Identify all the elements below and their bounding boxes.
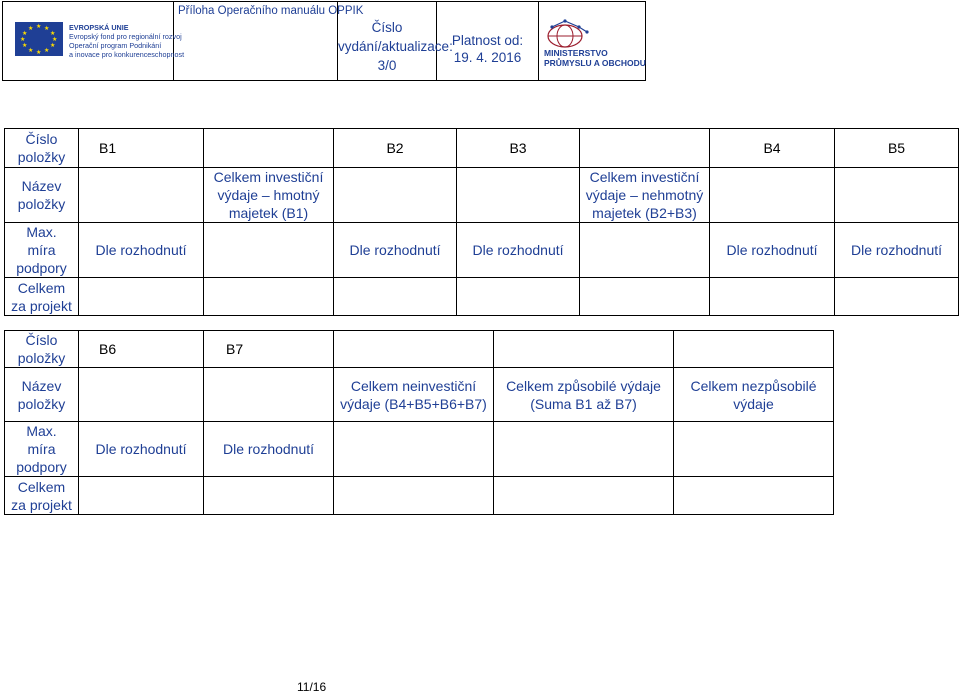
code-cell: B4 bbox=[710, 129, 835, 168]
max-cell: Dle rozhodnutí bbox=[835, 223, 959, 278]
total-cell bbox=[204, 278, 334, 316]
row-label-celkem: Celkem za projekt bbox=[5, 477, 79, 515]
name-cell-invest-nehmotny: Celkem investiční výdaje – nehmotný majetek (B2+B3) bbox=[580, 168, 710, 223]
row-label-max: Max. míra podpory bbox=[5, 223, 79, 278]
total-cell bbox=[334, 278, 457, 316]
name-cell bbox=[79, 368, 204, 422]
name-cell-zpusobile: Celkem způsobilé výdaje (Suma B1 až B7) bbox=[494, 368, 674, 422]
eu-logo-text: EVROPSKÁ UNIE Evropský fond pro regionální rozvoj Operační program Podnikání a inovace pro konkurenceschopnost bbox=[69, 23, 185, 59]
page-number: 11/16 bbox=[297, 680, 327, 694]
total-cell bbox=[457, 278, 580, 316]
code-cell bbox=[580, 129, 710, 168]
name-cell-neinvest: Celkem neinvestiční výdaje (B4+B5+B6+B7) bbox=[334, 368, 494, 422]
row-label-max: Max. míra podpory bbox=[5, 422, 79, 477]
total-cell bbox=[79, 477, 204, 515]
code-cell bbox=[674, 331, 834, 368]
max-cell: Dle rozhodnutí bbox=[457, 223, 580, 278]
max-cell: Dle rozhodnutí bbox=[79, 422, 204, 477]
code-cell: B3 bbox=[457, 129, 580, 168]
total-cell bbox=[204, 477, 334, 515]
name-cell bbox=[710, 168, 835, 223]
name-cell bbox=[457, 168, 580, 223]
eu-logo-cell bbox=[3, 2, 185, 81]
row-label-cislo: Číslo položky bbox=[5, 129, 79, 168]
platnost-cell: Platnost od: 19. 4. 2016 bbox=[437, 2, 539, 81]
total-cell bbox=[835, 278, 959, 316]
name-cell-nezpusobile: Celkem nezpůsobilé výdaje bbox=[674, 368, 834, 422]
code-cell bbox=[334, 331, 494, 368]
total-cell bbox=[674, 477, 834, 515]
budget-table-2 bbox=[4, 330, 834, 515]
row-label-cislo: Číslo položky bbox=[5, 331, 79, 368]
total-cell bbox=[79, 278, 204, 316]
manual-title-cell bbox=[174, 2, 364, 81]
row-label-nazev: Název položky bbox=[5, 168, 79, 223]
max-cell: Dle rozhodnutí bbox=[204, 422, 334, 477]
total-cell bbox=[710, 278, 835, 316]
max-cell bbox=[494, 422, 674, 477]
max-cell bbox=[334, 422, 494, 477]
code-cell bbox=[204, 129, 334, 168]
mpo-logo-cell bbox=[539, 2, 646, 81]
code-cell: B7 bbox=[204, 331, 334, 368]
budget-table-1 bbox=[4, 128, 959, 316]
total-cell bbox=[494, 477, 674, 515]
cislo-vydani-cell: Číslo vydání/aktualizace: 3/0 bbox=[338, 2, 437, 81]
name-cell bbox=[334, 168, 457, 223]
row-label-celkem: Celkem za projekt bbox=[5, 278, 79, 316]
eu-flag-icon: ★ ★ ★ ★ ★ ★ ★ ★ ★ ★ ★ ★ bbox=[15, 22, 63, 56]
row-label-nazev: Název položky bbox=[5, 368, 79, 422]
code-cell: B2 bbox=[334, 129, 457, 168]
max-cell bbox=[674, 422, 834, 477]
code-cell: B5 bbox=[835, 129, 959, 168]
code-cell bbox=[494, 331, 674, 368]
mpo-logo-text: MINISTERSTVO PRŮMYSLU A OBCHODU bbox=[544, 48, 646, 68]
max-cell: Dle rozhodnutí bbox=[710, 223, 835, 278]
name-cell bbox=[835, 168, 959, 223]
total-cell bbox=[580, 278, 710, 316]
code-cell: B1 bbox=[79, 129, 204, 168]
name-cell bbox=[79, 168, 204, 223]
max-cell: Dle rozhodnutí bbox=[79, 223, 204, 278]
document-header bbox=[2, 1, 646, 81]
name-cell-invest-hmotny: Celkem investiční výdaje – hmotný majetek (B1) bbox=[204, 168, 334, 223]
max-cell: Dle rozhodnutí bbox=[334, 223, 457, 278]
mpo-globe-icon bbox=[543, 18, 595, 48]
name-cell bbox=[204, 368, 334, 422]
manual-title: Příloha Operačního manuálu OPPIK bbox=[178, 5, 364, 17]
max-cell bbox=[580, 223, 710, 278]
total-cell bbox=[334, 477, 494, 515]
max-cell bbox=[204, 223, 334, 278]
code-cell: B6 bbox=[79, 331, 204, 368]
